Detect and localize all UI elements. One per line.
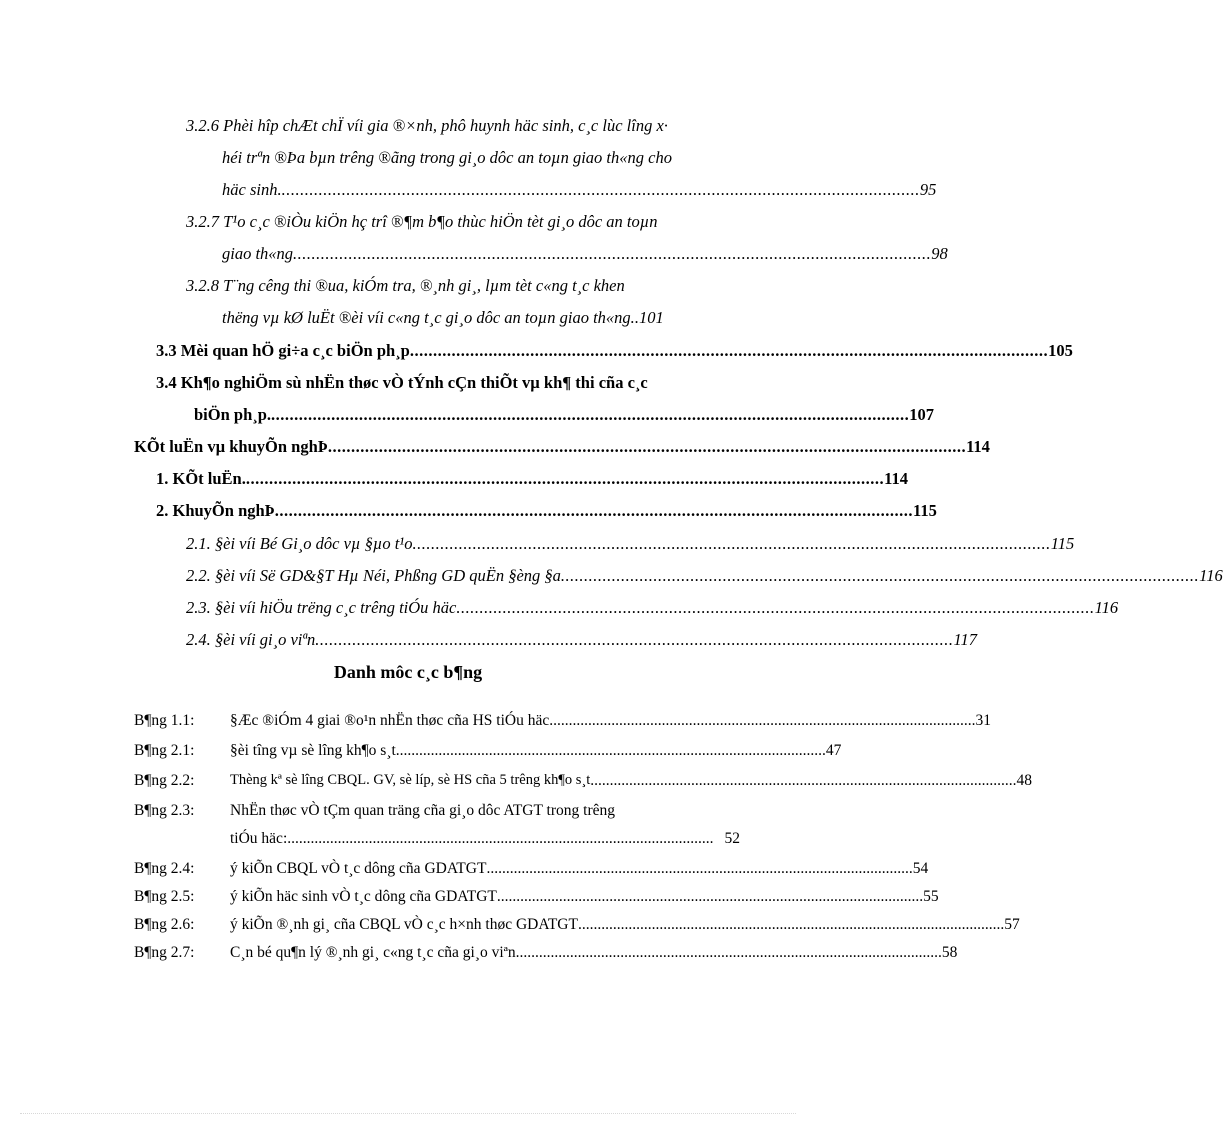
table-entry-line [230, 770, 1033, 791]
toc-entry-text: thëng vµ kØ luËt ®èi víi c«ng t¸c gi¸o dôc an toµn giao th«ng. [222, 308, 635, 327]
table-caption: ý kiÕn ®¸nh gi¸ cña CBQL vÒ c¸c h×nh thøc GDATGT [230, 916, 578, 933]
table-label: B¶ng 2.6: [134, 916, 195, 933]
toc-entry-rec-2-1[interactable] [186, 533, 1075, 555]
toc-entry-text: 2.4. §èi víi gi¸o viªn [186, 630, 316, 649]
page-number: 47 [825, 742, 842, 759]
leader-dots: .......................................................................................................................................... [560, 566, 1200, 585]
leader-dots: .......................................................................................................................................... [281, 180, 920, 199]
list-of-tables-title: Danh môc c¸c b¶ng [333, 662, 483, 682]
page-number: 107 [909, 405, 935, 424]
page-number: 114 [966, 437, 990, 456]
table-caption: C¸n bé qu¶n lý ®¸nh gi¸ c«ng t¸c cña gi¸o viªn [230, 944, 516, 961]
toc-entry-recommendation[interactable] [156, 500, 937, 522]
leader-dots: .......................................................................................................................................... [245, 469, 885, 488]
table-caption: ý kiÕn CBQL vÒ t¸c dông cña GDATGT [230, 860, 487, 877]
page-number: 52 [724, 830, 740, 847]
leader-dots: .......................................................................................................................................... [456, 598, 1095, 617]
table-entry-line [230, 710, 991, 731]
toc-entry-3-2-7[interactable] [186, 211, 766, 233]
page-number: 114 [884, 469, 908, 488]
toc-entry-3-2-8-end[interactable] [222, 307, 778, 329]
toc-entry-rec-2-3[interactable] [186, 597, 1119, 619]
leader-dots: .............................................................................................................. [515, 944, 942, 961]
table-label: B¶ng 2.7: [134, 944, 195, 961]
page-number: 117 [953, 630, 977, 649]
toc-entry-text: 2.2. §èi víi Së GD&§T Hµ Néi, Phßng GD quËn §èng §a [186, 566, 561, 585]
page-number: .101 [634, 308, 664, 327]
leader-dots: .......................................................................................................................................... [327, 437, 967, 456]
table-entry-line [230, 914, 1020, 935]
page-number: 105 [1048, 341, 1073, 360]
table-entry-line [230, 858, 929, 879]
table-label: B¶ng 2.3: [134, 802, 195, 819]
leader-dots: .............................................................................................................. [486, 860, 913, 877]
leader-dots: .......................................................................................................................................... [271, 405, 910, 424]
table-entry-line [230, 828, 740, 849]
page-number: 115 [913, 501, 937, 520]
table-entry-line [230, 740, 842, 761]
table-caption: §èi tîng vµ sè lîng kh¶o s¸t. [230, 742, 400, 759]
toc-entry-text: 3.3 Mèi quan hÖ gi÷a c¸c biÖn ph¸p [156, 341, 410, 360]
table-caption: NhËn thøc vÒ tÇm quan träng cña gi¸o dôc ATGT trong trêng [230, 802, 615, 819]
table-label: B¶ng 2.1: [134, 742, 195, 759]
table-label: B¶ng 1.1: [134, 712, 195, 729]
toc-entry-text: 2.1. §èi víi Bé Gi¸o dôc vµ §µo t¹o [186, 534, 413, 553]
page-number: 116 [1199, 566, 1223, 585]
toc-entry-text: KÕt luËn vµ khuyÕn nghÞ [134, 437, 328, 456]
toc-entry-3-3[interactable] [156, 340, 1073, 362]
toc-entry-rec-2-2[interactable] [186, 565, 1223, 587]
toc-entry-text: 2.3. §èi víi hiÖu trëng c¸c trêng tiÓu häc [186, 598, 457, 617]
page-number: 95 [919, 180, 937, 199]
leader-dots: .............................................................................................................. [549, 712, 976, 729]
table-caption: §Æc ®iÓm 4 giai ®o¹n nhËn thøc cña HS tiÓu häc [230, 712, 550, 729]
toc-entry-3-2-6[interactable] [186, 115, 766, 137]
table-caption: ý kiÕn häc sinh vÒ t¸c dông cña GDATGT [230, 888, 497, 905]
leader-dots: .......................................................................................................................................... [293, 244, 932, 263]
table-label: B¶ng 2.5: [134, 888, 195, 905]
leader-dots: .......................................................................................................................................... [274, 501, 914, 520]
table-caption: tiÓu häc: [230, 830, 288, 847]
page-number: 57 [1004, 916, 1020, 933]
toc-entry-text: héi trªn ®Þa bµn trêng ®ãng trong gi¸o dôc an toµn giao th«ng cho [222, 148, 672, 167]
page-footer-rule [20, 1113, 796, 1114]
toc-entry-conclusion-1[interactable] [156, 468, 908, 490]
table-caption: Thèng kª sè lîng CBQL. GV, sè líp, sè HS cña 5 trêng kh¶o s¸t [230, 772, 591, 788]
leader-dots: .............................................................................................................. [399, 742, 826, 759]
toc-entry-3-2-7-end[interactable] [222, 243, 948, 265]
toc-entry-text: 3.4 Kh¶o nghiÖm sù nhËn thøc vÒ tÝnh cÇn thiÕt vµ kh¶ thi cña c¸c [156, 373, 648, 392]
toc-entry-3-2-6-end[interactable] [222, 179, 937, 201]
table-entry-line [230, 886, 939, 907]
toc-entry-3-4-end[interactable] [194, 404, 935, 426]
leader-dots: .......................................................................................................................................... [409, 341, 1049, 360]
leader-dots: .............................................................................................................. [590, 772, 1017, 789]
toc-entry-text: häc sinh. [222, 180, 282, 199]
leader-dots: .............................................................................................................. [577, 916, 1005, 933]
page-number: 48 [1016, 772, 1033, 789]
toc-entry-3-4[interactable] [156, 372, 778, 394]
toc-entry-text: 2. KhuyÕn nghÞ [156, 501, 275, 520]
page-number: 55 [923, 888, 939, 905]
page-number: 31 [975, 712, 991, 729]
leader-dots: .............................................................................................................. [496, 888, 924, 905]
table-label: B¶ng 2.4: [134, 860, 195, 877]
table-entry-line [230, 800, 740, 821]
page-number: 116 [1094, 598, 1119, 617]
table-entry-line [230, 942, 958, 963]
toc-entry-3-2-6-cont[interactable] [222, 147, 766, 169]
toc-entry-text: giao th«ng [222, 244, 294, 263]
page-number: 54 [912, 860, 929, 877]
page-number: 115 [1050, 534, 1075, 553]
leader-dots: .............................................................................................................. [287, 830, 714, 847]
toc-entry-rec-2-4[interactable] [186, 629, 977, 651]
toc-entry-text: 3.2.7 T¹o c¸c ®iÒu kiÖn hç trî ®¶m b¶o thùc hiÖn tèt gi¸o dôc an toµn [186, 212, 658, 231]
toc-entry-text: 3.2.8 T¨ng cêng thi ®ua, kiÓm tra, ®¸nh gi¸, lµm tèt c«ng t¸c khen [186, 276, 625, 295]
leader-dots: .......................................................................................................................................... [412, 534, 1051, 553]
table-label: B¶ng 2.2: [134, 772, 195, 789]
toc-entry-text: biÖn ph¸p. [194, 405, 272, 424]
page-number: 58 [941, 944, 958, 961]
toc-entry-text: 3.2.6 Phèi hîp chÆt chÏ víi gia ®×nh, phô huynh häc sinh, c¸c lùc lîng x· [186, 116, 668, 135]
page-number: 98 [931, 244, 948, 263]
toc-entry-text: 1. KÕt luËn. [156, 469, 246, 488]
leader-dots: .......................................................................................................................................... [315, 630, 954, 649]
toc-entry-conclusion[interactable] [134, 436, 990, 458]
toc-entry-3-2-8[interactable] [186, 275, 766, 297]
